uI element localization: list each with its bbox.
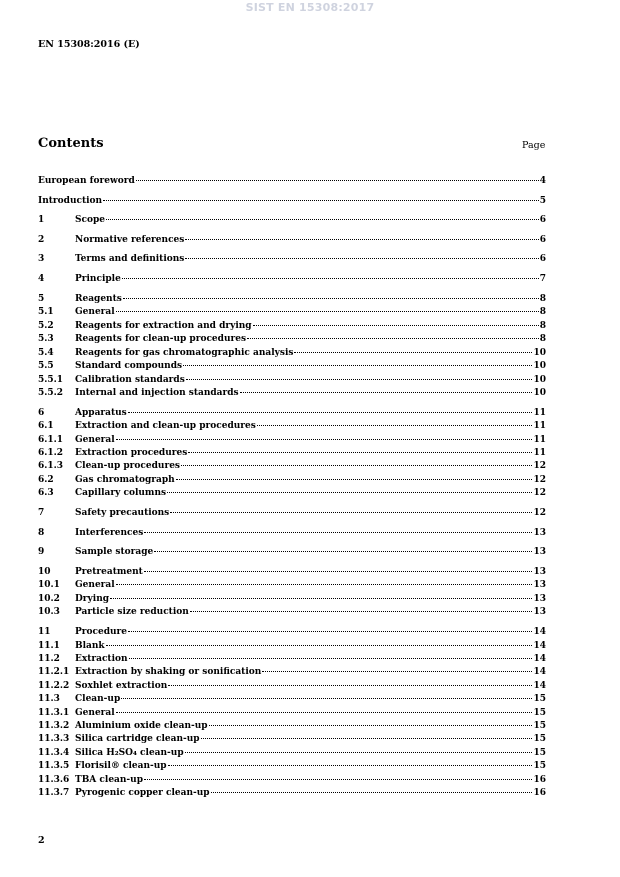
toc-entry-number: 11.2.1: [38, 667, 70, 677]
dot-leader: [190, 611, 533, 612]
dot-leader: [168, 685, 532, 686]
toc-entry-number: 10: [38, 567, 51, 577]
toc-entry-page: 11: [533, 448, 546, 458]
dot-leader: [116, 584, 533, 585]
dot-leader: [253, 325, 539, 326]
toc-entry-number: 1: [38, 215, 45, 225]
toc-entry[interactable]: [38, 293, 546, 305]
toc-entry[interactable]: [38, 680, 546, 692]
toc-entry[interactable]: [38, 787, 546, 799]
dot-leader: [116, 439, 533, 440]
toc-entry-number: 6.1.3: [38, 461, 64, 471]
toc-entry-page: 15: [533, 721, 546, 731]
toc-entry-number: 11.2.2: [38, 681, 70, 691]
toc-entry[interactable]: [38, 360, 546, 372]
toc-entry-title: Drying: [75, 594, 110, 604]
toc-entry-title: Procedure: [75, 627, 128, 637]
toc-entry-page: 15: [533, 734, 546, 744]
toc-entry[interactable]: [38, 407, 546, 419]
toc-entry-title: Clean-up procedures: [75, 461, 181, 471]
toc-entry-number: 6.2: [38, 475, 54, 485]
toc-entry-page: 12: [533, 475, 546, 485]
toc-entry-title: Florisil® clean-up: [75, 761, 167, 771]
toc-entry-number: 11: [38, 627, 51, 637]
toc-entry[interactable]: [38, 460, 546, 472]
toc-entry[interactable]: [38, 666, 546, 678]
toc-entry-page: 12: [533, 508, 546, 518]
toc-entry-number: 8: [38, 528, 45, 538]
dot-leader: [116, 311, 539, 312]
toc-entry-page: 10: [533, 361, 546, 371]
toc-entry-page: 14: [533, 681, 546, 691]
toc-entry-title: Introduction: [38, 196, 103, 206]
toc-entry-title: Reagents for gas chromatographic analysis: [75, 348, 294, 358]
dot-leader: [168, 765, 533, 766]
toc-entry-title: Extraction procedures: [75, 448, 188, 458]
toc-entry-number: 3: [38, 254, 45, 264]
toc-entry-number: 10.1: [38, 580, 60, 590]
toc-entry-page: 13: [533, 567, 546, 577]
toc-entry-number: 5.5.1: [38, 375, 64, 385]
toc-entry[interactable]: [38, 606, 546, 618]
toc-entry-number: 11.3.5: [38, 761, 70, 771]
toc-entry-title: General: [75, 708, 115, 718]
toc-entry[interactable]: [38, 434, 546, 446]
dot-leader: [144, 532, 532, 533]
toc-entry[interactable]: [38, 195, 546, 207]
toc-entry-page: 11: [533, 435, 546, 445]
dot-leader: [211, 792, 533, 793]
toc-entry-title: Terms and definitions: [75, 254, 185, 264]
toc-entry[interactable]: [38, 546, 546, 558]
toc-entry-number: 7: [38, 508, 45, 518]
toc-entry-page: 11: [533, 421, 546, 431]
toc-entry-page: 10: [533, 375, 546, 385]
toc-entry-number: 6: [38, 408, 45, 418]
dot-leader: [209, 725, 533, 726]
dot-leader: [181, 465, 532, 466]
toc-entry[interactable]: [38, 253, 546, 265]
toc-entry-page: 14: [533, 641, 546, 651]
toc-entry-title: Sample storage: [75, 547, 154, 557]
toc-entry-page: 15: [533, 748, 546, 758]
toc-entry-title: Capillary columns: [75, 488, 167, 498]
toc-entry-number: 5.2: [38, 321, 54, 331]
toc-entry-page: 10: [533, 388, 546, 398]
toc-entry-number: 4: [38, 274, 45, 284]
toc-entry-page: 13: [533, 594, 546, 604]
toc-entry-title: Standard compounds: [75, 361, 183, 371]
toc-entry-page: 8: [539, 321, 546, 331]
toc-entry-number: 5.4: [38, 348, 54, 358]
dot-leader: [201, 738, 533, 739]
toc-entry[interactable]: [38, 747, 546, 759]
toc-entry-number: 5.5: [38, 361, 54, 371]
toc-entry[interactable]: [38, 234, 546, 246]
toc-entry-page: 8: [539, 307, 546, 317]
dot-leader: [185, 239, 538, 240]
contents-heading: Contents: [38, 136, 104, 151]
toc-entry[interactable]: [38, 527, 546, 539]
dot-leader: [123, 298, 539, 299]
dot-leader: [128, 412, 533, 413]
toc-entry-number: 9: [38, 547, 45, 557]
toc-entry-title: Pretreatment: [75, 567, 143, 577]
toc-entry-number: 11.3.6: [38, 775, 70, 785]
toc-entry-number: 5.5.2: [38, 388, 64, 398]
dot-leader: [240, 392, 533, 393]
toc-entry[interactable]: [38, 447, 546, 459]
dot-leader: [186, 379, 533, 380]
toc-entry-title: Scope: [75, 215, 106, 225]
toc-entry-page: 8: [539, 334, 546, 344]
toc-entry-page: 14: [533, 654, 546, 664]
dot-leader: [122, 278, 539, 279]
toc-entry-number: 5: [38, 294, 45, 304]
toc-entry-title: Internal and injection standards: [75, 388, 239, 398]
toc-entry-page: 16: [533, 775, 546, 785]
toc-entry-number: 11.2: [38, 654, 60, 664]
dot-leader: [116, 712, 533, 713]
toc-entry[interactable]: [38, 760, 546, 772]
toc-entry[interactable]: [38, 774, 546, 786]
toc-entry-page: 11: [533, 408, 546, 418]
toc-entry-title: Calibration standards: [75, 375, 185, 385]
toc-entry-title: Extraction and clean-up procedures: [75, 421, 256, 431]
dot-leader: [247, 338, 539, 339]
toc-entry-number: 11.3.1: [38, 708, 70, 718]
toc-entry-title: Extraction: [75, 654, 128, 664]
toc-entry-page: 10: [533, 348, 546, 358]
toc-entry-title: Reagents for extraction and drying: [75, 321, 252, 331]
dot-leader: [167, 492, 532, 493]
toc-entry-number: 11.3.3: [38, 734, 70, 744]
toc-entry-title: General: [75, 307, 115, 317]
dot-leader: [106, 219, 539, 220]
toc-entry-title: European foreword: [38, 176, 135, 186]
toc-entry[interactable]: [38, 507, 546, 519]
toc-entry-page: 13: [533, 547, 546, 557]
toc-entry[interactable]: [38, 579, 546, 591]
toc-entry[interactable]: [38, 175, 546, 187]
toc-entry-page: 8: [539, 294, 546, 304]
toc-entry[interactable]: [38, 320, 546, 332]
toc-entry[interactable]: [38, 273, 546, 285]
toc-entry-page: 13: [533, 580, 546, 590]
toc-entry-page: 13: [533, 528, 546, 538]
toc-entry[interactable]: [38, 733, 546, 745]
toc-entry[interactable]: [38, 593, 546, 605]
dot-leader: [129, 658, 533, 659]
toc-entry-page: 7: [539, 274, 546, 284]
toc-entry-page: 12: [533, 461, 546, 471]
dot-leader: [185, 258, 538, 259]
toc-entry[interactable]: [38, 347, 546, 359]
toc-entry[interactable]: [38, 566, 546, 578]
toc-entry[interactable]: [38, 387, 546, 399]
toc-entry-title: Silica cartridge clean-up: [75, 734, 200, 744]
toc-entry[interactable]: [38, 374, 546, 386]
toc-entry-title: Normative references: [75, 235, 185, 245]
toc-entry-title: General: [75, 580, 115, 590]
toc-entry-title: Principle: [75, 274, 121, 284]
toc-entry-number: 6.1: [38, 421, 54, 431]
dot-leader: [294, 352, 532, 353]
toc-entry-number: 11.3.4: [38, 748, 70, 758]
toc-entry-number: 6.1.2: [38, 448, 64, 458]
toc-entry-number: 2: [38, 235, 45, 245]
toc-entry-number: 11.3.2: [38, 721, 70, 731]
dot-leader: [128, 631, 532, 632]
toc-entry-title: Extraction by shaking or sonification: [75, 667, 262, 677]
toc-entry[interactable]: [38, 653, 546, 665]
toc-entry[interactable]: [38, 306, 546, 318]
toc-entry[interactable]: [38, 640, 546, 652]
toc-entry-title: Safety precautions: [75, 508, 170, 518]
dot-leader: [103, 200, 539, 201]
dot-leader: [183, 365, 532, 366]
toc-entry-title: Soxhlet extraction: [75, 681, 168, 691]
toc-entry-number: 10.3: [38, 607, 60, 617]
toc-entry-number: 6.1.1: [38, 435, 64, 445]
toc-entry-title: TBA clean-up: [75, 775, 143, 785]
dot-leader: [257, 425, 533, 426]
toc-entry-number: 10.2: [38, 594, 60, 604]
toc-entry-page: 16: [533, 788, 546, 798]
toc-entry-title: Silica H₂SO₄ clean-up: [75, 748, 184, 758]
toc-entry-number: 5.1: [38, 307, 54, 317]
dot-leader: [110, 598, 532, 599]
toc-entry[interactable]: [38, 214, 546, 226]
toc-entry[interactable]: [38, 707, 546, 719]
dot-leader: [262, 671, 532, 672]
toc-entry-page: 15: [533, 708, 546, 718]
toc-entry-page: 4: [539, 176, 546, 186]
dot-leader: [154, 551, 532, 552]
toc-entry-title: Apparatus: [75, 408, 127, 418]
dot-leader: [121, 698, 532, 699]
toc-entry[interactable]: [38, 693, 546, 705]
document-identifier: EN 15308:2016 (E): [38, 39, 140, 50]
toc-entry-page: 15: [533, 761, 546, 771]
page-column-label: Page: [522, 140, 546, 151]
toc-entry-title: Clean-up: [75, 694, 121, 704]
toc-entry-title: Aluminium oxide clean-up: [75, 721, 208, 731]
dot-leader: [185, 752, 533, 753]
toc-entry-title: Blank: [75, 641, 105, 651]
dot-leader: [106, 645, 533, 646]
toc-entry-title: General: [75, 435, 115, 445]
dot-leader: [144, 571, 533, 572]
toc-entry-title: Gas chromatograph: [75, 475, 175, 485]
dot-leader: [144, 779, 532, 780]
toc-entry[interactable]: [38, 720, 546, 732]
toc-entry-page: 13: [533, 607, 546, 617]
watermark: SIST EN 15308:2017: [245, 1, 375, 14]
toc-entry-page: 6: [539, 254, 546, 264]
toc-entry-page: 5: [539, 196, 546, 206]
toc-entry[interactable]: [38, 626, 546, 638]
toc-entry-title: Reagents for clean-up procedures: [75, 334, 247, 344]
toc-entry[interactable]: [38, 474, 546, 486]
toc-entry-number: 11.3: [38, 694, 60, 704]
toc-entry-page: 12: [533, 488, 546, 498]
toc-entry[interactable]: [38, 487, 546, 499]
toc-entry-page: 15: [533, 694, 546, 704]
toc-entry-title: Pyrogenic copper clean-up: [75, 788, 210, 798]
page-number: 2: [38, 835, 45, 846]
toc-entry[interactable]: [38, 333, 546, 345]
toc-entry-page: 6: [539, 215, 546, 225]
toc-entry-number: 6.3: [38, 488, 54, 498]
toc-entry[interactable]: [38, 420, 546, 432]
dot-leader: [176, 479, 533, 480]
toc-entry-title: Reagents: [75, 294, 122, 304]
dot-leader: [188, 452, 532, 453]
toc-entry-title: Interferences: [75, 528, 144, 538]
toc-entry-page: 14: [533, 627, 546, 637]
toc-entry-number: 11.3.7: [38, 788, 70, 798]
toc-entry-page: 14: [533, 667, 546, 677]
dot-leader: [136, 180, 539, 181]
toc-entry-title: Particle size reduction: [75, 607, 189, 617]
dot-leader: [170, 512, 532, 513]
toc-entry-number: 5.3: [38, 334, 54, 344]
toc-entry-number: 11.1: [38, 641, 60, 651]
toc-entry-page: 6: [539, 235, 546, 245]
